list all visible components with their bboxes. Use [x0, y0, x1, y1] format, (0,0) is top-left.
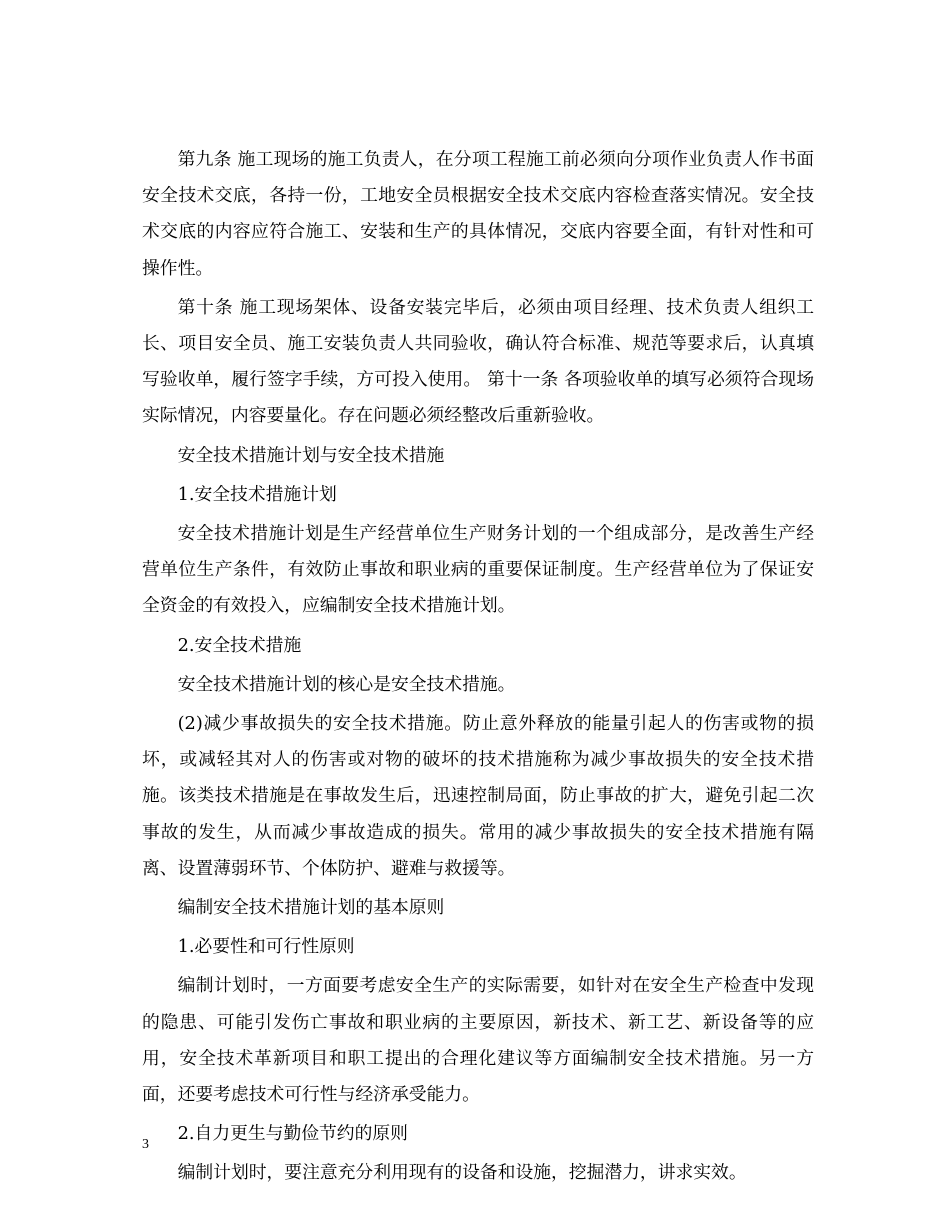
paragraph-measures-plan: 安全技术措施计划是生产经营单位生产财务计划的一个组成部分，是改善生产经营单位生产条件，有效防止事故和职业病的重要保证制度。生产经营单位为了保证安全资金的有效投入，应编制安全技术措施计划。 [142, 523, 814, 617]
document-body [142, 142, 814, 1195]
subheading-measures: 2.安全技术措施 [177, 634, 302, 656]
paragraph-measures-core: 安全技术措施计划的核心是安全技术措施。 [177, 673, 516, 695]
section-heading-principles: 编制安全技术措施计划的基本原则 [177, 897, 445, 919]
paragraph-article-9: 第九条 施工现场的施工负责人，在分项工程施工前必须向分项作业负责人作书面安全技术交底，各持一份，工地安全员根据安全技术交底内容检查落实情况。安全技术交底的内容应符合施工、安装和生产的具体情况，交底内容要全面，有针对性和可操作性。 [142, 149, 814, 279]
subheading-necessity-feasibility: 1.必要性和可行性原则 [177, 936, 355, 958]
subheading-self-reliance: 2.自力更生与勤俭节约的原则 [177, 1123, 408, 1145]
section-heading-safety-measures: 安全技术措施计划与安全技术措施 [177, 444, 445, 466]
paragraph-necessity-feasibility: 编制计划时，一方面要考虑安全生产的实际需要，如针对在安全生产检查中发现的隐患、可能引发伤亡事故和职业病的主要原因，新技术、新工艺、新设备等的应用，安全技术革新项目和职工提出的合理化建议等方面编制安全技术措施。另一方面，还要考虑技术可行性与经济承受能力。 [142, 975, 814, 1106]
paragraph-loss-reduction: (2)减少事故损失的安全技术措施。防止意外释放的能量引起人的伤害或物的损坏，或减轻其对人的伤害或对物的破坏的技术措施称为减少事故损失的安全技术措施。该类技术措施是在事故发生后，迅速控制局面，防止事故的扩大，避免引起二次事故的发生，从而减少事故造成的损失。常用的减少事故损失的安全技术措施有隔离、设置薄弱环节、个体防护、避难与救援等。 [142, 713, 814, 879]
paragraph-self-reliance: 编制计划时，要注意充分利用现有的设备和设施，挖掘潜力，讲求实效。 [177, 1162, 747, 1184]
subheading-measures-plan: 1.安全技术措施计划 [177, 483, 337, 505]
page-number: 3 [142, 1137, 149, 1152]
paragraph-article-10-11: 第十条 施工现场架体、设备安装完毕后，必须由项目经理、技术负责人组织工长、项目安全员、施工安装负责人共同验收，确认符合标准、规范等要求后，认真填写验收单，履行签字手续，方可投入使用。 第十一条 各项验收单的填写必须符合现场实际情况，内容要量化。存在问题必须经整改后重新验收。 [142, 296, 814, 427]
